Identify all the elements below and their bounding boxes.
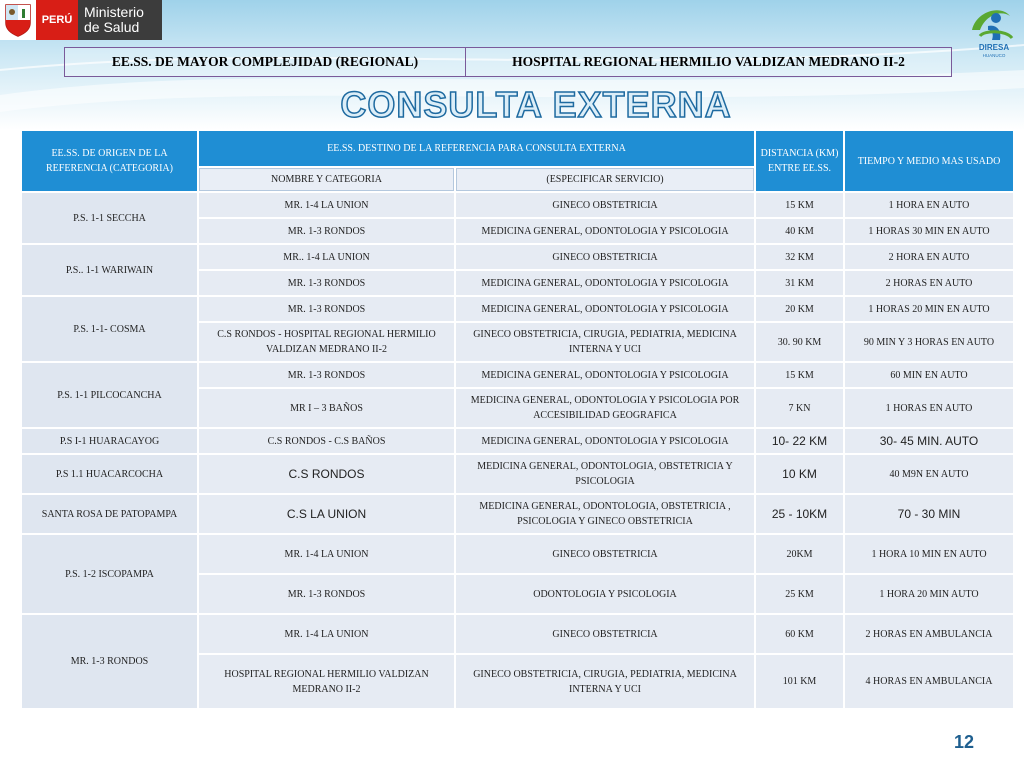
destination-service: MEDICINA GENERAL, ODONTOLOGIA Y PSICOLOGIA bbox=[456, 363, 754, 387]
distance-km: 7 KN bbox=[756, 389, 843, 427]
distance-km: 25 KM bbox=[756, 575, 843, 613]
travel-time: 30- 45 MIN. AUTO bbox=[845, 429, 1013, 453]
origin-facility: SANTA ROSA DE PATOPAMPA bbox=[22, 495, 197, 533]
diresa-label: DIRESA bbox=[978, 43, 1010, 52]
origin-facility: P.S. 1-1 SECCHA bbox=[22, 193, 197, 243]
distance-km: 101 KM bbox=[756, 655, 843, 708]
destination-service: GINECO OBSTETRICIA bbox=[456, 245, 754, 269]
destination-facility: HOSPITAL REGIONAL HERMILIO VALDIZAN MEDRANO II-2 bbox=[199, 655, 454, 708]
travel-time: 70 - 30 MIN bbox=[845, 495, 1013, 533]
destination-service: MEDICINA GENERAL, ODONTOLOGIA Y PSICOLOGIA bbox=[456, 271, 754, 295]
table-row bbox=[22, 455, 1013, 493]
travel-time: 1 HORA 10 MIN EN AUTO bbox=[845, 535, 1013, 573]
col-header-origin: EE.SS. DE ORIGEN DE LA REFERENCIA (CATEGORIA) bbox=[22, 131, 197, 191]
travel-time: 1 HORA EN AUTO bbox=[845, 193, 1013, 217]
destination-service: MEDICINA GENERAL, ODONTOLOGIA Y PSICOLOGIA bbox=[456, 297, 754, 321]
table-row bbox=[22, 297, 1013, 321]
distance-km: 10 KM bbox=[756, 455, 843, 493]
referral-table bbox=[20, 129, 1015, 710]
origin-facility: P.S.. 1-1 WARIWAIN bbox=[22, 245, 197, 295]
travel-time: 1 HORAS 20 MIN EN AUTO bbox=[845, 297, 1013, 321]
distance-km: 15 KM bbox=[756, 363, 843, 387]
origin-facility: P.S 1.1 HUACARCOCHA bbox=[22, 455, 197, 493]
destination-facility: MR.. 1-4 LA UNION bbox=[199, 245, 454, 269]
table-row bbox=[22, 245, 1013, 269]
table-header-row bbox=[22, 131, 1013, 166]
distance-km: 32 KM bbox=[756, 245, 843, 269]
travel-time: 2 HORA EN AUTO bbox=[845, 245, 1013, 269]
table-row bbox=[22, 615, 1013, 653]
origin-facility: P.S. 1-1- COSMA bbox=[22, 297, 197, 361]
destination-facility: MR. 1-3 RONDOS bbox=[199, 575, 454, 613]
ministry-line-2: de Salud bbox=[84, 19, 140, 35]
ministry-line-1: Ministerio bbox=[84, 4, 144, 20]
destination-facility: MR. 1-4 LA UNION bbox=[199, 193, 454, 217]
table-row bbox=[22, 495, 1013, 533]
title-bar bbox=[64, 47, 952, 77]
travel-time: 2 HORAS EN AUTO bbox=[845, 271, 1013, 295]
destination-facility: C.S RONDOS - HOSPITAL REGIONAL HERMILIO VALDIZAN MEDRANO II-2 bbox=[199, 323, 454, 361]
destination-facility: C.S LA UNION bbox=[199, 495, 454, 533]
ministry-name bbox=[78, 0, 162, 40]
destination-facility: C.S RONDOS - C.S BAÑOS bbox=[199, 429, 454, 453]
minsa-logo bbox=[0, 0, 162, 40]
destination-service: MEDICINA GENERAL, ODONTOLOGIA Y PSICOLOGIA bbox=[456, 429, 754, 453]
travel-time: 1 HORAS 30 MIN EN AUTO bbox=[845, 219, 1013, 243]
table-row bbox=[22, 535, 1013, 573]
peru-label: PERÚ bbox=[36, 0, 78, 40]
table-body bbox=[22, 193, 1013, 708]
distance-km: 25 - 10KM bbox=[756, 495, 843, 533]
destination-facility: MR. 1-4 LA UNION bbox=[199, 535, 454, 573]
col-header-distance: DISTANCIA (KM) ENTRE EE.SS. bbox=[756, 131, 843, 191]
destination-service: GINECO OBSTETRICIA bbox=[456, 535, 754, 573]
col-header-name: NOMBRE Y CATEGORIA bbox=[199, 168, 454, 191]
destination-facility: MR. 1-3 RONDOS bbox=[199, 219, 454, 243]
distance-km: 31 KM bbox=[756, 271, 843, 295]
destination-service: MEDICINA GENERAL, ODONTOLOGIA Y PSICOLOGIA bbox=[456, 219, 754, 243]
col-header-service: (ESPECIFICAR SERVICIO) bbox=[456, 168, 754, 191]
table-row bbox=[22, 193, 1013, 217]
travel-time: 1 HORAS EN AUTO bbox=[845, 389, 1013, 427]
origin-facility: P.S. 1-1 PILCOCANCHA bbox=[22, 363, 197, 427]
hospital-title: HOSPITAL REGIONAL HERMILIO VALDIZAN MEDRANO II-2 bbox=[512, 54, 905, 69]
destination-facility: MR. 1-3 RONDOS bbox=[199, 297, 454, 321]
origin-facility: P.S. 1-2 ISCOPAMPA bbox=[22, 535, 197, 613]
travel-time: 40 M9N EN AUTO bbox=[845, 455, 1013, 493]
distance-km: 30. 90 KM bbox=[756, 323, 843, 361]
destination-service: ODONTOLOGIA Y PSICOLOGIA bbox=[456, 575, 754, 613]
distance-km: 10- 22 KM bbox=[756, 429, 843, 453]
destination-service: GINECO OBSTETRICIA, CIRUGIA, PEDIATRIA, MEDICINA INTERNA Y UCI bbox=[456, 323, 754, 361]
destination-service: GINECO OBSTETRICIA bbox=[456, 193, 754, 217]
col-header-destination: EE.SS. DESTINO DE LA REFERENCIA PARA CONSULTA EXTERNA bbox=[199, 131, 754, 166]
peru-shield-icon bbox=[3, 3, 33, 37]
distance-km: 15 KM bbox=[756, 193, 843, 217]
travel-time: 4 HORAS EN AMBULANCIA bbox=[845, 655, 1013, 708]
destination-facility: MR. 1-4 LA UNION bbox=[199, 615, 454, 653]
destination-service: MEDICINA GENERAL, ODONTOLOGIA, OBSTETRICIA , PSICOLOGIA Y GINECO OBSTETRICIA bbox=[456, 495, 754, 533]
destination-facility: MR. 1-3 RONDOS bbox=[199, 363, 454, 387]
destination-facility: C.S RONDOS bbox=[199, 455, 454, 493]
distance-km: 20 KM bbox=[756, 297, 843, 321]
diresa-sub-label: HUANUCO bbox=[982, 53, 1006, 58]
page-number: 12 bbox=[953, 732, 974, 752]
travel-time: 1 HORA 20 MIN AUTO bbox=[845, 575, 1013, 613]
table-row bbox=[22, 363, 1013, 387]
destination-service: GINECO OBSTETRICIA, CIRUGIA, PEDIATRIA, MEDICINA INTERNA Y UCI bbox=[456, 655, 754, 708]
destination-service: GINECO OBSTETRICIA bbox=[456, 615, 754, 653]
destination-service: MEDICINA GENERAL, ODONTOLOGIA Y PSICOLOGIA POR ACCESIBILIDAD GEOGRAFICA bbox=[456, 389, 754, 427]
travel-time: 60 MIN EN AUTO bbox=[845, 363, 1013, 387]
complexity-title: EE.SS. DE MAYOR COMPLEJIDAD (REGIONAL) bbox=[65, 48, 466, 76]
destination-facility: MR. 1-3 RONDOS bbox=[199, 271, 454, 295]
distance-km: 20KM bbox=[756, 535, 843, 573]
table-row bbox=[22, 429, 1013, 453]
distance-km: 60 KM bbox=[756, 615, 843, 653]
distance-km: 40 KM bbox=[756, 219, 843, 243]
destination-service: MEDICINA GENERAL, ODONTOLOGIA, OBSTETRICIA Y PSICOLOGIA bbox=[456, 455, 754, 493]
travel-time: 2 HORAS EN AMBULANCIA bbox=[845, 615, 1013, 653]
col-header-time: TIEMPO Y MEDIO MAS USADO bbox=[845, 131, 1013, 191]
travel-time: 90 MIN Y 3 HORAS EN AUTO bbox=[845, 323, 1013, 361]
origin-facility: P.S I-1 HUARACAYOG bbox=[22, 429, 197, 453]
destination-facility: MR I – 3 BAÑOS bbox=[199, 389, 454, 427]
diresa-logo bbox=[966, 0, 1022, 60]
page-title: CONSULTA EXTERNA bbox=[340, 84, 732, 125]
origin-facility: MR. 1-3 RONDOS bbox=[22, 615, 197, 708]
